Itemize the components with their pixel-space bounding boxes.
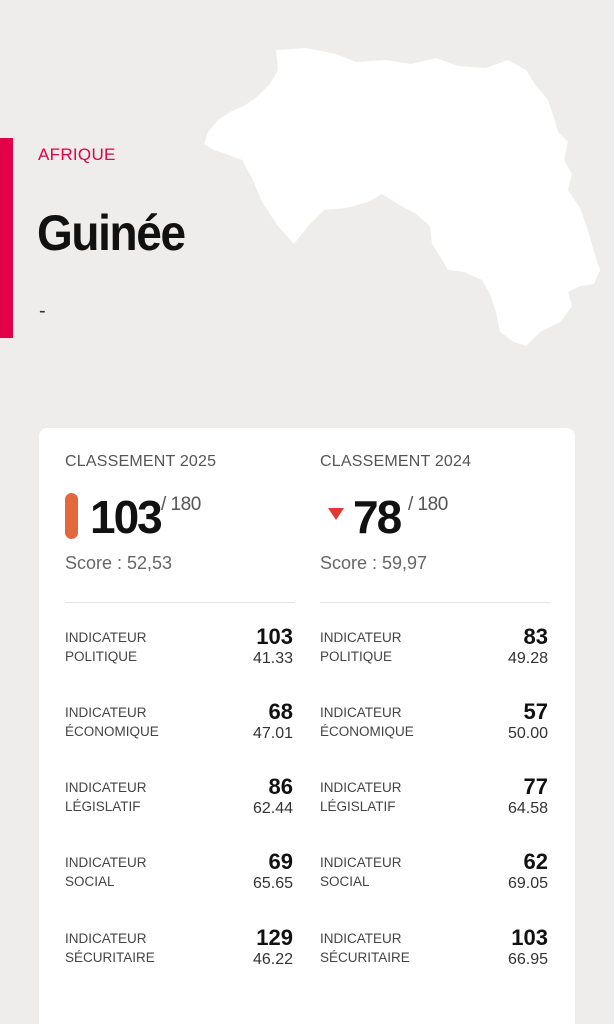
indicator-label	[65, 778, 195, 816]
rank-row	[320, 490, 550, 543]
indicator-label-line1: INDICATEUR	[65, 855, 147, 870]
indicator-label-line2: ÉCONOMIQUE	[65, 724, 159, 739]
indicator-label-line1: INDICATEUR	[65, 705, 147, 720]
rank-total: / 180	[161, 494, 201, 515]
indicator-label-line2: POLITIQUE	[65, 649, 138, 664]
indicator-score: 62.44	[252, 800, 293, 817]
section-accent-bar	[0, 138, 13, 338]
rank-value: 78	[353, 491, 401, 543]
score-text: Score : 59,97	[320, 553, 428, 573]
indicator-label	[320, 929, 450, 967]
indicator-label-line1: INDICATEUR	[65, 780, 147, 795]
indicator-score: 64.58	[507, 800, 548, 817]
divider	[65, 602, 295, 603]
indicator-legislatif	[320, 774, 550, 838]
ranking-card	[39, 428, 575, 1024]
indicator-politique	[320, 624, 550, 688]
indicator-label-line1: INDICATEUR	[320, 780, 402, 795]
indicator-score: 46.22	[252, 951, 293, 968]
rank-row	[65, 490, 295, 543]
indicator-label	[65, 929, 195, 967]
column-title: CLASSEMENT 2025	[65, 453, 217, 470]
indicator-label	[320, 628, 450, 666]
indicator-securitaire	[320, 925, 550, 989]
indicator-label	[65, 853, 195, 891]
indicator-score: 50.00	[507, 725, 548, 742]
indicator-rank: 57	[523, 699, 548, 724]
indicator-score: 65.65	[252, 875, 293, 892]
indicator-rank: 83	[523, 624, 548, 649]
indicator-label-line2: ÉCONOMIQUE	[320, 724, 414, 739]
rank-total: / 180	[408, 494, 448, 515]
indicator-score: 41.33	[252, 650, 293, 667]
page-title: Guinée	[37, 205, 185, 261]
indicator-label-line2: SÉCURITAIRE	[65, 950, 155, 965]
subtitle-dash: -	[39, 300, 46, 322]
indicator-rank: 68	[268, 699, 293, 724]
indicator-label-line1: INDICATEUR	[320, 931, 402, 946]
indicator-label	[65, 703, 195, 741]
indicator-score: 47.01	[252, 725, 293, 742]
rank-value: 103	[90, 491, 161, 543]
indicator-label-line2: POLITIQUE	[320, 649, 393, 664]
indicator-score: 49.28	[507, 650, 548, 667]
indicator-label-line1: INDICATEUR	[320, 705, 402, 720]
country-map-silhouette	[196, 40, 606, 350]
indicator-rank: 129	[256, 925, 293, 950]
indicator-label-line2: LÉGISLATIF	[320, 799, 396, 814]
indicator-label-line2: SOCIAL	[65, 874, 115, 889]
indicator-rank: 77	[523, 774, 548, 799]
indicator-politique	[65, 624, 295, 688]
down-triangle-icon	[328, 508, 344, 520]
indicator-label-line1: INDICATEUR	[65, 630, 147, 645]
indicator-score: 66.95	[507, 951, 548, 968]
indicator-legislatif	[65, 774, 295, 838]
indicator-label-line2: SÉCURITAIRE	[320, 950, 410, 965]
indicator-rank: 103	[256, 624, 293, 649]
indicator-label-line2: LÉGISLATIF	[65, 799, 141, 814]
indicator-label-line1: INDICATEUR	[65, 931, 147, 946]
indicator-label	[320, 778, 450, 816]
divider	[320, 602, 550, 603]
indicator-label-line2: SOCIAL	[320, 874, 370, 889]
indicator-label	[320, 703, 450, 741]
indicator-label	[65, 628, 195, 666]
indicator-rank: 103	[511, 925, 548, 950]
indicator-social	[65, 849, 295, 913]
indicator-label-line1: INDICATEUR	[320, 855, 402, 870]
indicator-social	[320, 849, 550, 913]
indicator-economique	[320, 699, 550, 763]
indicator-economique	[65, 699, 295, 763]
score-text: Score : 52,53	[65, 553, 173, 573]
indicator-securitaire	[65, 925, 295, 989]
orange-pill-icon	[65, 493, 78, 539]
indicator-label-line1: INDICATEUR	[320, 630, 402, 645]
region-label: AFRIQUE	[38, 145, 116, 164]
indicator-score: 69.05	[507, 875, 548, 892]
indicator-label	[320, 853, 450, 891]
column-title: CLASSEMENT 2024	[320, 453, 472, 470]
indicator-rank: 86	[268, 774, 293, 799]
indicator-rank: 69	[268, 849, 293, 874]
indicator-rank: 62	[523, 849, 548, 874]
